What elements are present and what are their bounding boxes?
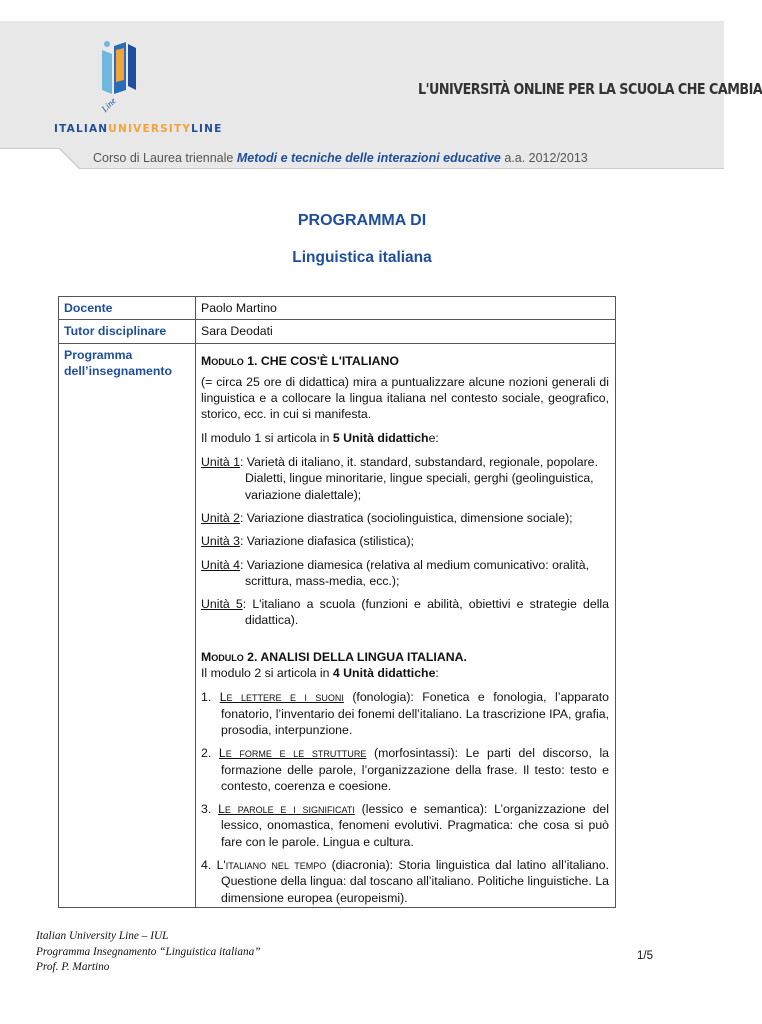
docente-label: Docente	[59, 297, 196, 320]
table-row	[59, 297, 616, 320]
programma-label	[59, 343, 196, 907]
programma-label-2: dell’insegnamento	[64, 363, 172, 378]
unit-item: Unità 2: Variazione diastratica (sociolinguistica, dimensione sociale);	[201, 510, 573, 525]
course-info	[93, 151, 588, 165]
list-item: 2. Le forme e le strutture (morfosintassi): Le parti del discorso, la formazione delle parole, l’organizzazione della frase. Il testo: testo e contesto, coerenza e coesione.	[201, 746, 610, 793]
unit-item: Unità 4: Variazione diamesica (relativa al medium comunicativo: oralità, scrittura, mass-media, ecc.);	[201, 557, 589, 588]
page-subtitle: Linguistica italiana	[292, 249, 432, 266]
list-item: 4. L'italiano nel tempo (diacronia): Storia linguistica dal latino all’italiano. Questione della lingua: dal toscano all’italiano. Politiche linguistiche. La dimensione europea (europeismi).	[201, 858, 610, 905]
course-year: a.a. 2012/2013	[504, 151, 588, 165]
table-row	[59, 343, 616, 907]
footer-line: Prof. P. Martino	[36, 961, 110, 973]
unit-item: Unità 3: Variazione diafasica (stilistica);	[201, 534, 415, 549]
iul-logo	[52, 40, 223, 136]
list-item: 1. Le lettere e i suoni (fonologia): Fonetica e fonologia, l’apparato fonatorio, l’inventario dei fonemi dell’italiano. La trascrizione IPA, grafia, prosodia, interpunzione.	[201, 690, 610, 737]
list-item: 3. Le parole e i significati (lessico e semantica): L’organizzazione del lessico, onomastica, fenomeni evolutivi. Pragmatica: che cosa si può fare con le parole. Lingua e cultura.	[201, 802, 609, 849]
footer-line: Italian University Line – IUL	[36, 930, 169, 942]
modulo2-articola: Il modulo 2 si articola in 4 Unità didattiche:	[201, 666, 439, 681]
page-number: 1/5	[637, 950, 653, 962]
modulo1-articola: Il modulo 1 si articola in 5 Unità didattiche:	[201, 430, 439, 445]
modulo2-title: Modulo 2. ANALISI DELLA LINGUA ITALIANA.	[201, 649, 467, 664]
tagline: L'UNIVERSITÀ ONLINE PER LA SCUOLA CHE CAMBIA	[418, 80, 762, 98]
svg-text:Line: Line	[99, 95, 118, 114]
tutor-value: Sara Deodati	[196, 320, 616, 343]
svg-text:ITALIANUNIVERSITYLINE: ITALIANUNIVERSITYLINE	[54, 123, 223, 135]
programma-content	[196, 343, 616, 907]
programma-label-1: Programma	[64, 347, 133, 362]
modulo1-intro: (= circa 25 ore di didattica) mira a puntualizzare alcune nozioni generali di linguistica e a collocare la lingua italiana nel contesto sociale, geografico, storico, ecc. in cui si manifesta.	[201, 374, 609, 422]
table-row	[59, 320, 616, 343]
unit-item: Unità 1: Varietà di italiano, it. standard, substandard, regionale, popolare. Dialetti, lingue minoritarie, lingue speciali, gerghi (geolinguistica, variazione dialettale);	[201, 455, 598, 502]
footer-line: Programma Insegnamento “Linguistica italiana”	[36, 945, 261, 958]
modulo1-title: Modulo 1. CHE COS'È L'ITALIANO	[201, 353, 399, 368]
program-table	[58, 296, 616, 908]
page-footer	[36, 929, 261, 976]
course-name: Metodi e tecniche delle interazioni educative	[236, 151, 501, 165]
page-title: PROGRAMMA DI	[297, 212, 427, 229]
unit-item: Unità 5: L'italiano a scuola (funzioni e abilità, obiettivi e strategie della didattica).	[201, 597, 609, 628]
docente-value: Paolo Martino	[196, 297, 616, 320]
course-prefix: Corso di Laurea triennale	[93, 151, 234, 165]
tutor-label: Tutor disciplinare	[59, 320, 196, 343]
